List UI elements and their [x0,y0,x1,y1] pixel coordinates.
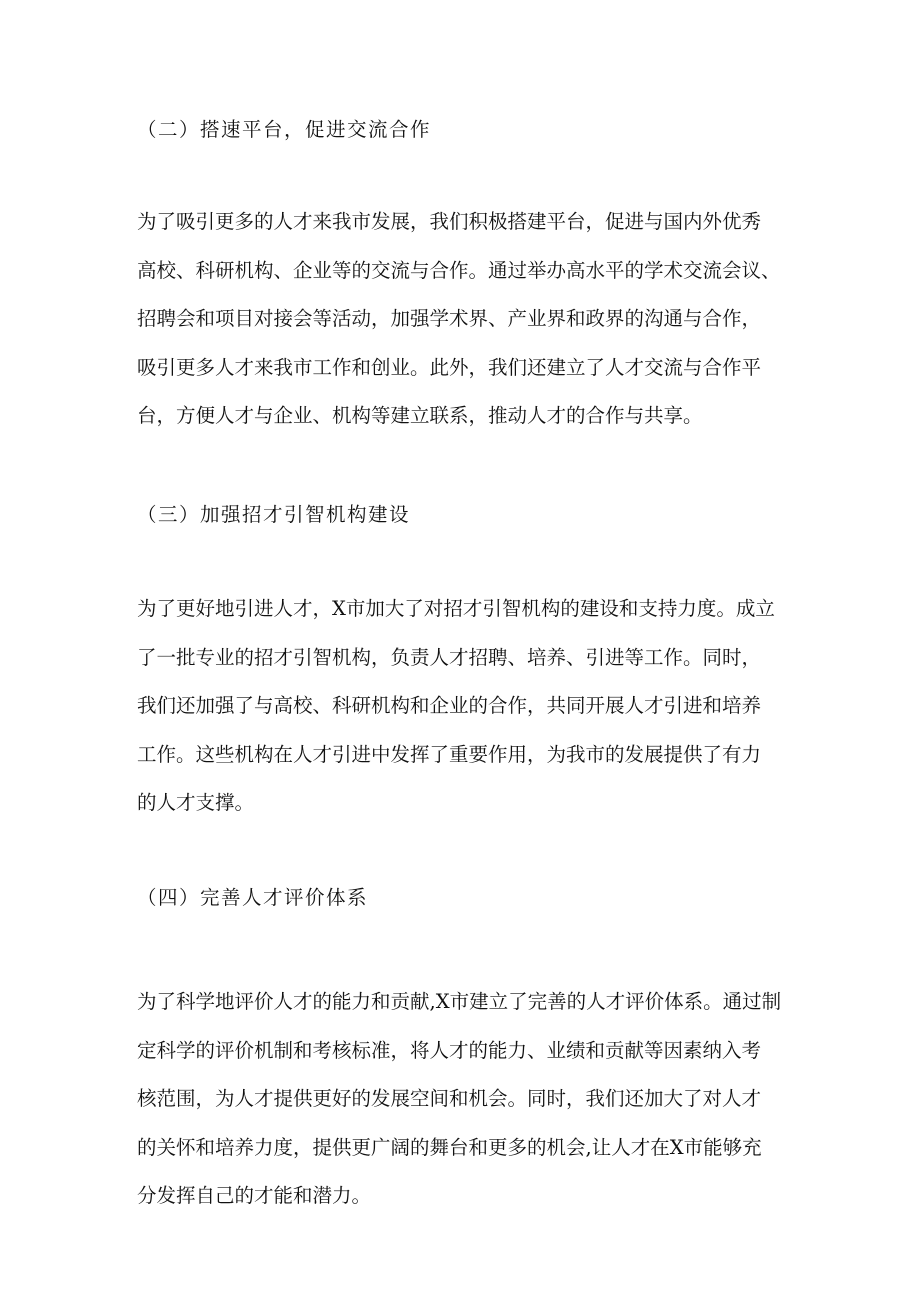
paragraph-line: 的人才支撑。 [137,791,255,814]
paragraph-line: 吸引更多人才来我市工作和创业。此外，我们还建立了人才交流与合作平 [137,355,762,379]
paragraph-line: 为了更好地引进人才，X市加大了对招才引智机构的建设和支持力度。成立 [137,597,775,620]
section-heading-2: （二）搭速平台，促进交流合作 [137,118,432,141]
paragraph-line: 核范围，为人才提供更好的发展空间和机会。同时，我们还加大了对人才 [137,1087,762,1110]
paragraph-line: 为了吸引更多的人才来我市发展，我们积极搭建平台，促进与国内外优秀 [137,210,762,233]
paragraph-line: 的关怀和培养力度，提供更广阔的舞台和更多的机会,让人才在X市能够充 [137,1135,762,1159]
section-heading-3: （三）加强招才引智机构建设 [137,503,411,526]
paragraph-line: 我们还加强了与高校、科研机构和企业的合作，共同开展人才引进和培养 [137,694,762,717]
paragraph-line: 高校、科研机构、企业等的交流与合作。通过举办高水平的学术交流会议、 [137,258,781,282]
paragraph-line: 为了科学地评价人才的能力和贡献,X市建立了完善的人才评价体系。通过制 [137,990,782,1013]
paragraph-line: 台，方便人才与企业、机构等建立联系，推动人才的合作与共享。 [137,404,703,427]
section-paragraph-4 [137,978,792,1221]
paragraph-line: 分发挥自己的才能和潜力。 [137,1184,372,1207]
paragraph-line: 工作。这些机构在人才引进中发挥了重要作用，为我市的发展提供了有力 [137,742,762,766]
paragraph-line: 招聘会和项目对接会等活动，加强学术界、产业界和政界的沟通与合作， [137,307,762,330]
section-paragraph-2 [137,198,792,441]
section-heading-4: （四）完善人才评价体系 [137,886,369,909]
section-paragraph-3 [137,585,792,828]
paragraph-line: 了一批专业的招才引智机构，负责人才招聘、培养、引进等工作。同时， [137,645,762,669]
paragraph-line: 定科学的评价机制和考核标准，将人才的能力、业绩和贡献等因素纳入考 [137,1038,762,1062]
